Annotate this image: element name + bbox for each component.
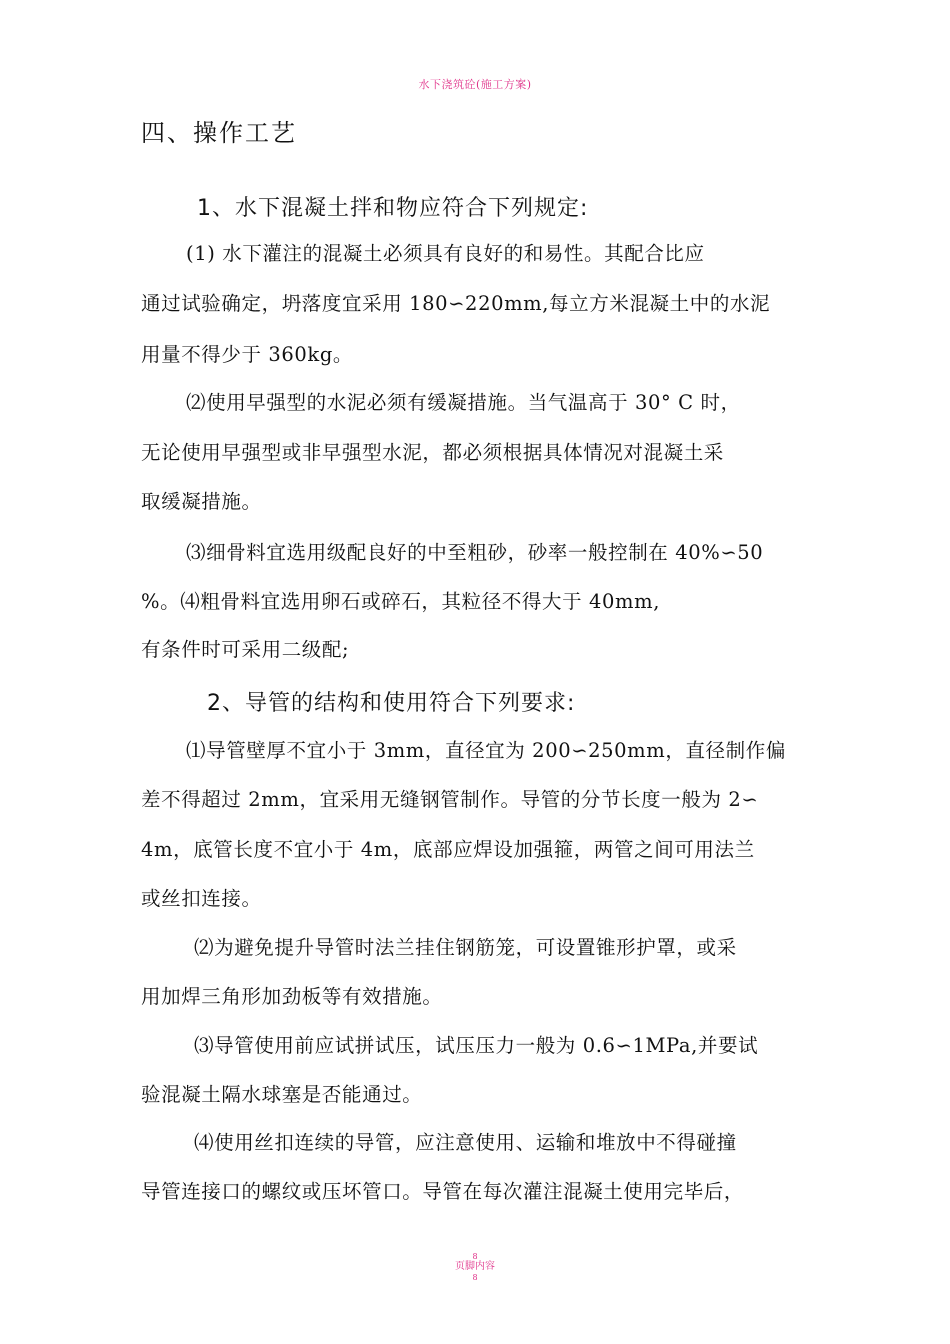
paragraph-line: 验混凝土隔水球塞是否能通过。 [141, 1083, 423, 1106]
page-footer [0, 1252, 950, 1282]
paragraph-line: %。⑷粗骨料宜选用卵石或碎石，其粒径不得大于 40mm, [141, 590, 661, 613]
paragraph-line: (1) 水下灌注的混凝土必须具有良好的和易性。其配合比应 [186, 242, 705, 265]
page-header: 水下浇筑砼(施工方案) [418, 78, 532, 91]
section-title: 四、操作工艺 [141, 119, 297, 147]
paragraph-line: ⑶细骨料宜选用级配良好的中至粗砂，砂率一般控制在 40%∽50 [186, 541, 764, 564]
footer-page-number-top: 8 [472, 1252, 478, 1261]
paragraph-line: ⑷使用丝扣连续的导管，应注意使用、运输和堆放中不得碰撞 [194, 1131, 737, 1154]
paragraph-line: 有条件时可采用二级配; [141, 638, 350, 661]
paragraph-line: ⑵为避免提升导管时法兰挂住钢筋笼，可设置锥形护罩，或采 [194, 936, 737, 959]
paragraph-line: 或丝扣连接。 [141, 887, 262, 910]
paragraph-line: 无论使用早强型或非早强型水泥，都必须根据具体情况对混凝土采 [141, 441, 724, 464]
paragraph-line: 导管连接口的螺纹或压坏管口。导管在每次灌注混凝土使用完毕后， [141, 1180, 745, 1203]
paragraph-line: 差不得超过 2mm，宜采用无缝钢管制作。导管的分节长度一般为 2∽ [141, 788, 759, 811]
paragraph-line: ⑵使用早强型的水泥必须有缓凝措施。当气温高于 30° C 时， [186, 391, 741, 414]
paragraph-line: 通过试验确定，坍落度宜采用 180∽220mm,每立方米混凝土中的水泥 [141, 292, 771, 315]
footer-label: 页脚内容 [455, 1261, 495, 1272]
paragraph-line: 取缓凝措施。 [141, 490, 262, 513]
paragraph-line: ⑶导管使用前应试拼试压，试压压力一般为 0.6∽1MPa,并要试 [194, 1034, 759, 1057]
paragraph-line: ⑴导管壁厚不宜小于 3mm，直径宜为 200∽250mm，直径制作偏 [186, 739, 786, 762]
paragraph-line: 用量不得少于 360kg。 [141, 343, 354, 366]
subheading-1: 1、水下混凝土拌和物应符合下列规定: [197, 196, 589, 221]
paragraph-line: 用加焊三角形加劲板等有效措施。 [141, 985, 443, 1008]
subheading-2: 2、导管的结构和使用符合下列要求: [207, 691, 576, 716]
paragraph-line: 4m，底管长度不宜小于 4m，底部应焊设加强箍，两管之间可用法兰 [141, 838, 755, 861]
footer-page-number-bottom: 8 [472, 1273, 478, 1282]
